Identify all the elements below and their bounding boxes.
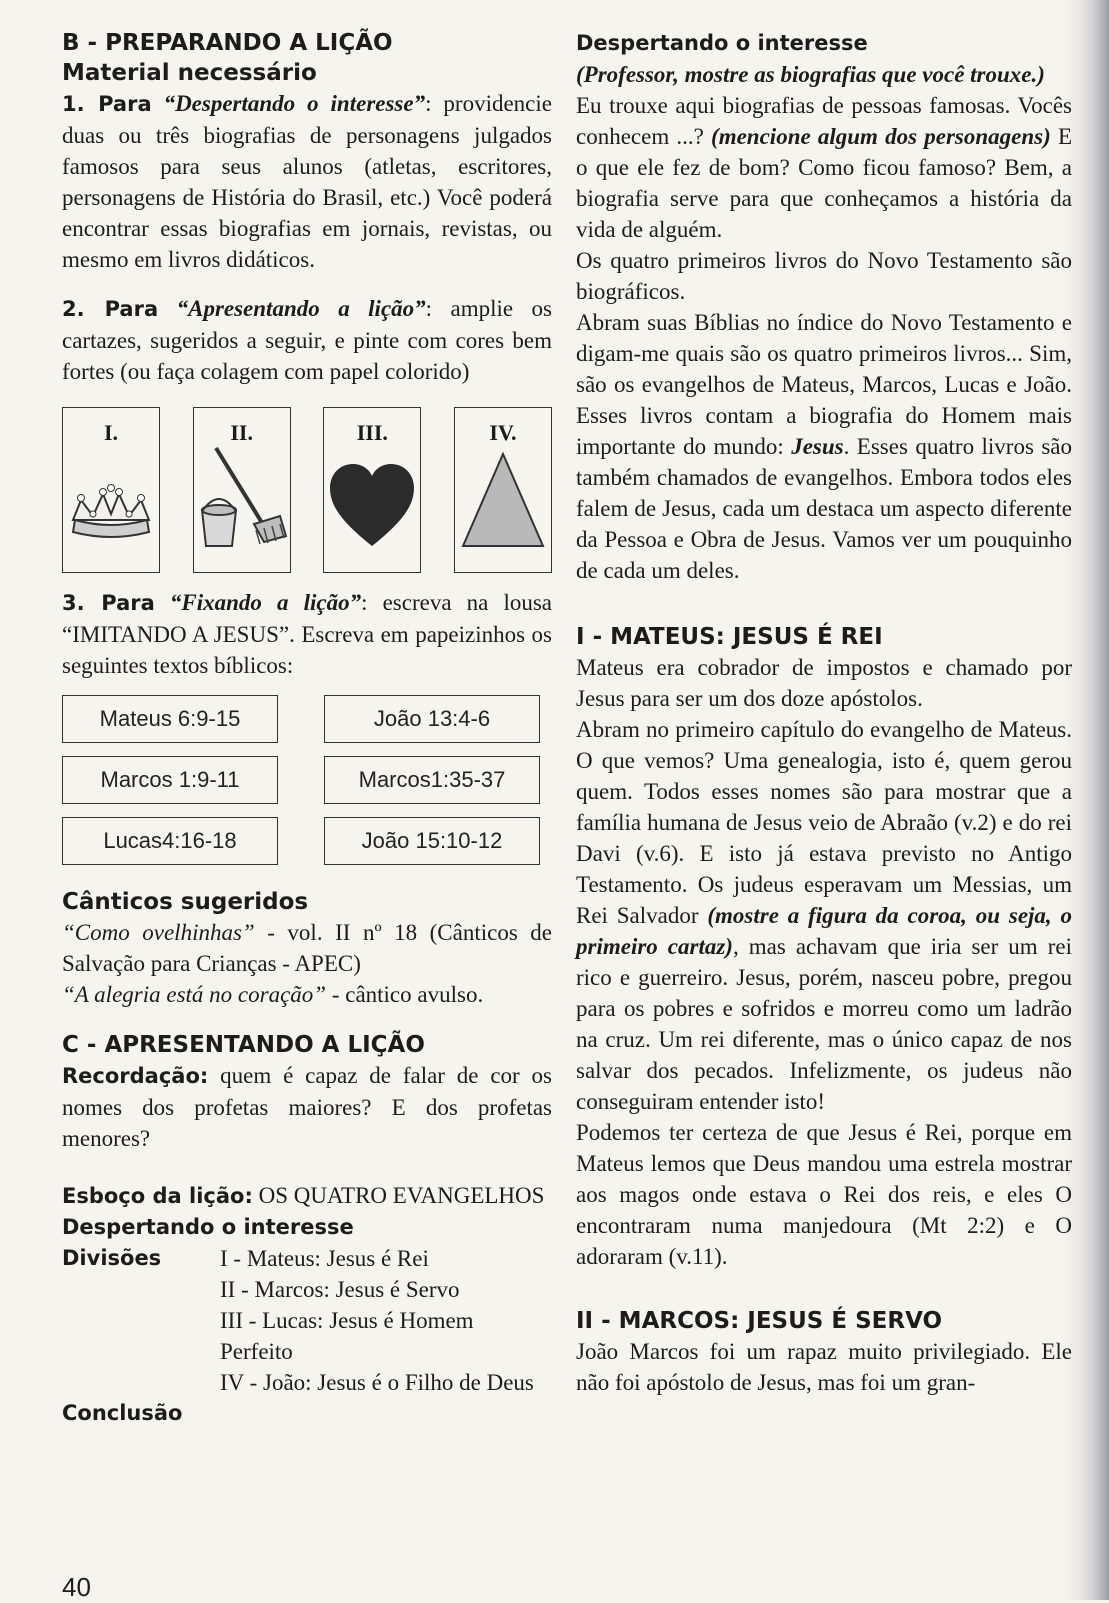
left-column [62, 28, 552, 1429]
heading-preparando: B - PREPARANDO A LIÇÃO [62, 30, 393, 56]
bucket-mop-icon [194, 444, 290, 554]
item-1-lead: 1. Para [62, 92, 152, 116]
card-numeral: III. [356, 420, 388, 445]
despertando-label: Despertando o interesse [62, 1215, 354, 1239]
item-3-lead: 3. Para [62, 591, 155, 615]
paragraph-evangelhos [576, 307, 1072, 586]
heading-material: Material necessário [62, 60, 317, 86]
esboco-label: Esboço da lição: [62, 1184, 253, 1208]
item-2-text: : amplie os cartazes, sugeridos a seguir, e pinte com cores bem fortes (ou faça colagem com papel colorido) [62, 296, 553, 384]
intro-heading: Despertando o interesse [576, 31, 868, 55]
song-2-title: “A alegria está no coração” [62, 982, 327, 1007]
heart-icon [324, 458, 420, 554]
mateus-instruction: (mostre a figura da coroa, ou seja, o primeiro cartaz) [576, 903, 1072, 959]
esboco-text: OS QUATRO EVANGELHOS [252, 1183, 545, 1208]
mateus-paragraph-1: Mateus era cobrador de impostos e chamado por Jesus para ser um dos doze apóstolos. [576, 655, 1072, 711]
verse-box: Marcos1:35-37 [324, 756, 540, 804]
poster-card-crown [62, 407, 160, 573]
verse-box: Marcos 1:9-11 [62, 756, 278, 804]
heading-apresentando: C - APRESENTANDO A LIÇÃO [62, 1032, 425, 1058]
conclusao-label: Conclusão [62, 1401, 183, 1425]
card-numeral: II. [230, 420, 253, 445]
item-3-text: : escreva na lousa “IMITANDO A JESUS”. Escreva em papeizinhos os seguintes textos bíblicos: [62, 590, 553, 678]
item-3 [62, 587, 552, 681]
divisao-item: III - Lucas: Jesus é Homem Perfeito [220, 1308, 474, 1364]
recordacao [62, 1060, 552, 1154]
verse-box: João 15:10-12 [324, 817, 540, 865]
intro-instruction-inline: (mencione algum dos personagens) [711, 124, 1051, 149]
divisoes [62, 1243, 552, 1398]
item-3-title: “Fixando a lição” [169, 590, 362, 615]
verse-box: Mateus 6:9-15 [62, 695, 278, 743]
recordacao-text: quem é capaz de falar de cor os nomes dos profetas maiores? E dos profetas menores? [62, 1063, 552, 1151]
verse-box: Lucas4:16-18 [62, 817, 278, 865]
esboco [62, 1180, 552, 1212]
mateus-text: Abram no primeiro capítulo do evangelho de Mateus. O que vemos? Uma genealogia, isto é, quem gerou quem. Todos esses nomes são para mostrar que a família humana de Jesus veio de Abraão (v.2) e do rei Davi (v.6). E isto já estava previsto no Antigo Testamento. Os judeus esperavam um Messias, um Rei Salvador [576, 717, 1072, 928]
intro-paragraph [576, 90, 1072, 245]
item-1-text: : providencie duas ou três biografias de personagens julgados famosos para seus alunos (atletas, escritores, personagens de História do Brasil, etc.) Você poderá encontrar essas biografias em jornais, revistas, ou mesmo em livros didáticos. [62, 91, 552, 272]
evangelhos-text-cont: . Esses quatro livros são também chamados de evangelhos. Embora todos eles falem de Jesus, cada um destaca um aspecto diferente da Pessoa e Obra de Jesus. Vamos ver um pouquinho de cada um deles. [576, 434, 1072, 583]
item-1-title: “Despertando o interesse” [163, 91, 426, 116]
verse-boxes [62, 695, 552, 865]
crown-icon [63, 474, 159, 554]
paragraph-novo-testamento: Os quatro primeiros livros do Novo Testamento são biográficos. [576, 248, 1072, 304]
verse-box: João 13:4-6 [324, 695, 540, 743]
mateus-paragraph-3: Podemos ter certeza de que Jesus é Rei, porque em Mateus lemos que Deus mandou uma estrela mostrar aos magos onde estava o Rei dos reis, e eles O encontraram numa manjedoura (Mt 2:2) e O adoraram (v.11). [576, 1120, 1072, 1269]
recordacao-label: Recordação: [62, 1064, 209, 1088]
item-2-lead: 2. Para [62, 297, 159, 321]
song-1 [62, 917, 552, 979]
heading-canticos: Cânticos sugeridos [62, 889, 309, 915]
evangelhos-text: Abram suas Bíblias no índice do Novo Testamento e digam-me quais são os quatro primeiros livros... Sim, são os evangelhos de Mateus, Marcos, Lucas e João. Esses livros contam a biografia do Homem mais importante do mundo: [576, 310, 1072, 459]
intro-instruction: (Professor, mostre as biografias que você trouxe.) [576, 62, 1045, 87]
card-numeral: IV. [489, 420, 517, 445]
jesus-emphasis: Jesus [791, 434, 844, 459]
song-2 [62, 979, 552, 1010]
poster-cards [62, 407, 552, 573]
heading-marcos: II - MARCOS: JESUS É SERVO [576, 1308, 943, 1334]
divisao-item: I - Mateus: Jesus é Rei [220, 1246, 429, 1271]
song-1-text: - vol. II nº 18 (Cânticos de Salvação para Crianças - APEC) [62, 920, 553, 976]
song-2-text: - cântico avulso. [326, 982, 484, 1007]
intro-text: Eu trouxe aqui biografias de pessoas famosas. Vocês conhecem ...? [576, 93, 1072, 149]
right-column [576, 28, 1072, 1398]
poster-card-heart [323, 407, 421, 573]
divisoes-list [220, 1243, 552, 1398]
item-2 [62, 293, 552, 387]
poster-card-servant [193, 407, 291, 573]
mateus-text-cont: , mas achavam que iria ser um rei rico e guerreiro. Jesus, porém, nasceu pobre, pregou para os pobres e sofridos e morreu como um ladrão na cruz. Um rei diferente, mas o único capaz de nos salvar dos pecados. Infelizmente, os judeus não conseguiram entender isto! [576, 934, 1072, 1114]
intro-text-cont: E o que ele fez de bom? Como ficou famoso? Bem, a biografia serve para que conheçamos a história da vida de alguém. [576, 124, 1072, 242]
divisao-item: IV - João: Jesus é o Filho de Deus [220, 1370, 534, 1395]
triangle-icon [455, 450, 551, 554]
mateus-paragraph-2 [576, 714, 1072, 1117]
marcos-paragraph-1: João Marcos foi um rapaz muito privilegiado. Ele não foi apóstolo de Jesus, mas foi um gran- [576, 1339, 1072, 1395]
song-1-title: “Como ovelhinhas” [62, 920, 255, 945]
divisao-item: II - Marcos: Jesus é Servo [220, 1277, 460, 1302]
divisoes-label: Divisões [62, 1246, 162, 1270]
heading-mateus: I - MATEUS: JESUS É REI [576, 624, 883, 650]
item-1 [62, 88, 552, 275]
item-2-title: “Apresentando a lição” [176, 296, 426, 321]
card-numeral: I. [103, 420, 119, 445]
page-number: 40 [62, 1572, 91, 1602]
poster-card-triangle [454, 407, 552, 573]
